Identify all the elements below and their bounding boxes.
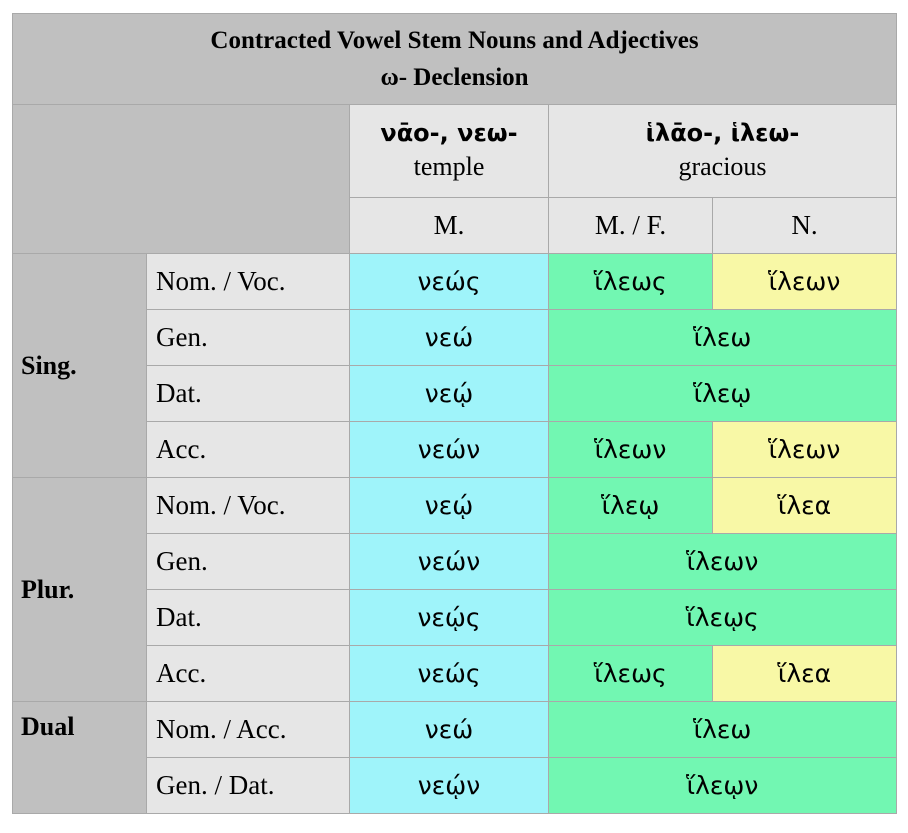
form-gracious-all: ἵλεω	[549, 310, 897, 366]
gender-temple-m: M.	[350, 198, 549, 254]
number-dual: Dual	[13, 702, 147, 814]
form-gracious-all: ἵλεῳς	[549, 590, 897, 646]
lemma-temple	[350, 105, 549, 198]
number-plural: Plur.	[13, 478, 147, 702]
header-corner	[13, 105, 350, 254]
form-temple: νεών	[350, 422, 549, 478]
form-temple: νεώς	[350, 254, 549, 310]
form-temple: νεώ	[350, 310, 549, 366]
title-line-2: ω- Declension	[380, 64, 529, 91]
form-gracious-mf: ἵλεῳ	[549, 478, 713, 534]
case-label: Gen.	[147, 534, 350, 590]
title-line-1: Contracted Vowel Stem Nouns and Adjectives	[210, 27, 699, 54]
case-label: Gen. / Dat.	[147, 758, 350, 814]
form-gracious-n: ἵλεα	[713, 646, 897, 702]
form-gracious-n: ἵλεων	[713, 254, 897, 310]
case-label: Dat.	[147, 366, 350, 422]
gender-gracious-mf: M. / F.	[549, 198, 713, 254]
declension-table	[12, 13, 897, 814]
case-label: Gen.	[147, 310, 350, 366]
lemma-gracious-english: gracious	[678, 152, 767, 181]
case-label: Nom. / Acc.	[147, 702, 350, 758]
form-temple: νεών	[350, 534, 549, 590]
form-gracious-all: ἵλεω	[549, 702, 897, 758]
form-gracious-all: ἵλεῳν	[549, 758, 897, 814]
case-label: Dat.	[147, 590, 350, 646]
form-temple: νεῴ	[350, 478, 549, 534]
lemma-temple-greek: νᾱο-, νεω-	[380, 119, 518, 147]
form-temple: νεώς	[350, 646, 549, 702]
table-title	[13, 14, 897, 105]
form-temple: νεώ	[350, 702, 549, 758]
form-temple: νεῴ	[350, 366, 549, 422]
form-gracious-all: ἵλεῳ	[549, 366, 897, 422]
case-label: Acc.	[147, 646, 350, 702]
form-gracious-n: ἵλεα	[713, 478, 897, 534]
lemma-temple-english: temple	[413, 152, 485, 181]
form-gracious-all: ἵλεων	[549, 534, 897, 590]
lemma-gracious	[549, 105, 897, 198]
form-temple: νεῴν	[350, 758, 549, 814]
lemma-gracious-greek: ἱλᾱο-, ἱλεω-	[645, 119, 800, 147]
gender-gracious-n: N.	[713, 198, 897, 254]
number-singular: Sing.	[13, 254, 147, 478]
case-label: Nom. / Voc.	[147, 478, 350, 534]
case-label: Nom. / Voc.	[147, 254, 350, 310]
form-gracious-n: ἵλεων	[713, 422, 897, 478]
form-temple: νεῴς	[350, 590, 549, 646]
case-label: Acc.	[147, 422, 350, 478]
form-gracious-mf: ἵλεως	[549, 254, 713, 310]
form-gracious-mf: ἵλεων	[549, 422, 713, 478]
form-gracious-mf: ἵλεως	[549, 646, 713, 702]
